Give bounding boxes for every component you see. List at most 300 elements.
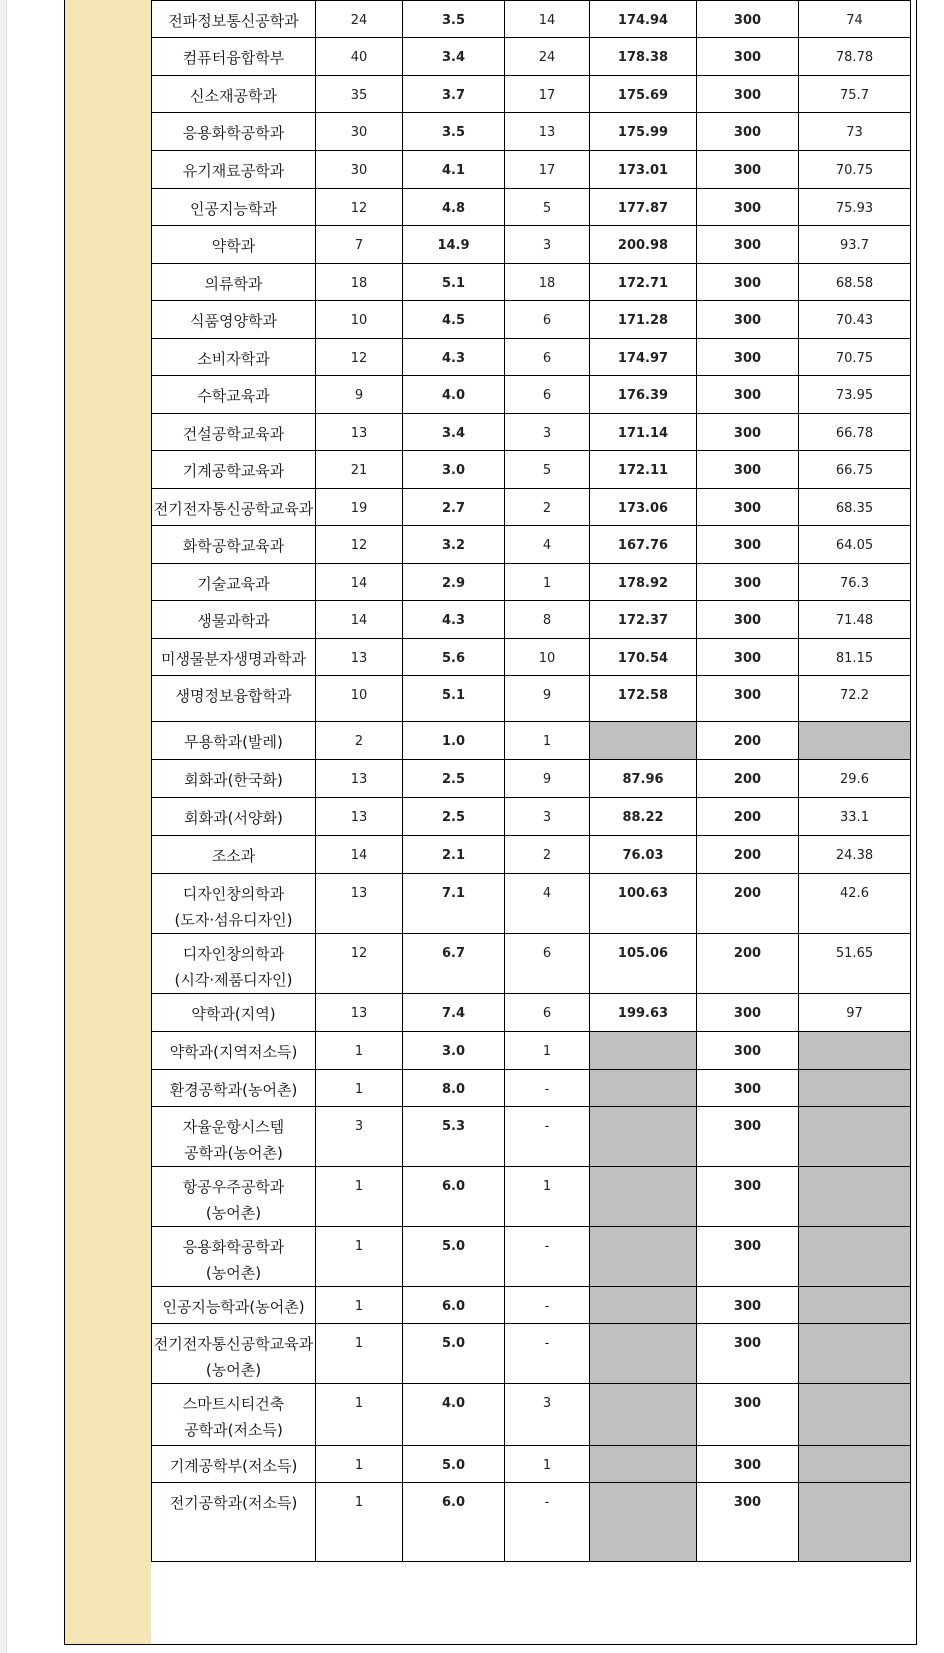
table-row: [152, 451, 911, 489]
competition-ratio-cell: 5.3: [403, 1107, 505, 1167]
department-name-line: 조소과: [211, 847, 256, 865]
department-name-line: 건설공학교육과: [182, 425, 285, 443]
department-name-line: 미생물분자생명과학과: [161, 650, 306, 668]
table-row: [152, 1287, 911, 1324]
score-cell: [590, 1227, 697, 1287]
department-name: [152, 301, 316, 339]
quota-cell: 3: [316, 1107, 403, 1167]
score-cell: [590, 1324, 697, 1384]
department-name-line: 응용화학공학과: [182, 124, 285, 142]
max-score-cell: 300: [697, 1227, 799, 1287]
department-name-line: 스마트시티건축: [182, 1395, 285, 1413]
max-score-cell: 300: [697, 301, 799, 339]
max-score-cell: 300: [697, 526, 799, 564]
department-name-line: 소비자학과: [197, 350, 270, 368]
department-name: [152, 1287, 316, 1324]
additional-pass-cell: -: [505, 1107, 590, 1167]
score-cell: 177.87: [590, 189, 697, 226]
table-row: [152, 301, 911, 339]
converted-score-cell: 68.35: [799, 489, 911, 526]
max-score-cell: 300: [697, 414, 799, 451]
department-name: [152, 1446, 316, 1483]
department-name: [152, 874, 316, 934]
department-name: [152, 1483, 316, 1562]
score-cell: 88.22: [590, 798, 697, 836]
additional-pass-cell: 6: [505, 376, 590, 414]
table-row: [152, 226, 911, 264]
quota-cell: 14: [316, 564, 403, 601]
table-row: [152, 934, 911, 994]
competition-ratio-cell: 2.5: [403, 798, 505, 836]
quota-cell: 12: [316, 934, 403, 994]
department-name: [152, 451, 316, 489]
max-score-cell: 300: [697, 226, 799, 264]
additional-pass-cell: 3: [505, 798, 590, 836]
department-name: [152, 798, 316, 836]
competition-ratio-cell: 6.0: [403, 1483, 505, 1562]
department-name-line: (농어촌): [205, 1204, 262, 1222]
table-row: [152, 1446, 911, 1483]
converted-score-cell: 73.95: [799, 376, 911, 414]
department-name-line: 생명정보융합학과: [175, 687, 292, 705]
competition-ratio-cell: 2.5: [403, 760, 505, 798]
quota-cell: 1: [316, 1287, 403, 1324]
department-name: [152, 1324, 316, 1384]
score-cell: 200.98: [590, 226, 697, 264]
department-name: [152, 639, 316, 676]
quota-cell: 1: [316, 1167, 403, 1227]
table-row: [152, 601, 911, 639]
department-name: [152, 676, 316, 722]
converted-score-cell: 81.15: [799, 639, 911, 676]
table-row: [152, 1167, 911, 1227]
department-name-line: 공학과(저소득): [184, 1421, 283, 1439]
score-cell: 172.71: [590, 264, 697, 301]
score-cell: 105.06: [590, 934, 697, 994]
additional-pass-cell: 6: [505, 339, 590, 376]
department-name: [152, 339, 316, 376]
converted-score-cell: 29.6: [799, 760, 911, 798]
quota-cell: 1: [316, 1227, 403, 1287]
converted-score-cell: [799, 1227, 911, 1287]
competition-ratio-cell: 3.2: [403, 526, 505, 564]
score-cell: [590, 1107, 697, 1167]
department-name: [152, 1, 316, 38]
converted-score-cell: 71.48: [799, 601, 911, 639]
competition-ratio-cell: 4.5: [403, 301, 505, 339]
competition-ratio-cell: 5.0: [403, 1324, 505, 1384]
table-row: [152, 1384, 911, 1446]
quota-cell: 14: [316, 836, 403, 874]
converted-score-cell: 75.7: [799, 76, 911, 113]
additional-pass-cell: 3: [505, 1384, 590, 1446]
additional-pass-cell: 6: [505, 934, 590, 994]
max-score-cell: 300: [697, 639, 799, 676]
converted-score-cell: 66.78: [799, 414, 911, 451]
table-row: [152, 1483, 911, 1562]
competition-ratio-cell: 6.7: [403, 934, 505, 994]
competition-ratio-cell: 7.4: [403, 994, 505, 1032]
additional-pass-cell: 14: [505, 1, 590, 38]
quota-cell: 24: [316, 1, 403, 38]
department-name-line: 전기공학과(저소득): [169, 1494, 298, 1512]
quota-cell: 18: [316, 264, 403, 301]
department-name-line: 기술교육과: [197, 575, 270, 593]
max-score-cell: 300: [697, 1446, 799, 1483]
table-row: [152, 836, 911, 874]
converted-score-cell: [799, 1446, 911, 1483]
department-name-line: (농어촌): [205, 1264, 262, 1282]
converted-score-cell: 93.7: [799, 226, 911, 264]
department-name-line: (도자·섬유디자인): [174, 911, 293, 929]
department-name-line: 항공우주공학과: [182, 1178, 285, 1196]
quota-cell: 1: [316, 1446, 403, 1483]
quota-cell: 13: [316, 994, 403, 1032]
department-name: [152, 1070, 316, 1107]
additional-pass-cell: 18: [505, 264, 590, 301]
max-score-cell: 300: [697, 1, 799, 38]
score-cell: [590, 1384, 697, 1446]
score-cell: 170.54: [590, 639, 697, 676]
score-cell: 199.63: [590, 994, 697, 1032]
competition-ratio-cell: 2.7: [403, 489, 505, 526]
department-name-line: 디자인창의학과: [182, 885, 285, 903]
department-name-line: 약학과(지역저소득): [169, 1043, 298, 1061]
max-score-cell: 300: [697, 76, 799, 113]
scrollbar[interactable]: [0, 0, 7, 1653]
converted-score-cell: [799, 1070, 911, 1107]
department-name: [152, 760, 316, 798]
department-name: [152, 1107, 316, 1167]
converted-score-cell: [799, 722, 911, 760]
department-name-line: 화학공학교육과: [182, 537, 285, 555]
additional-pass-cell: 10: [505, 639, 590, 676]
additional-pass-cell: 8: [505, 601, 590, 639]
additional-pass-cell: 3: [505, 414, 590, 451]
table-row: [152, 1107, 911, 1167]
department-name: [152, 564, 316, 601]
quota-cell: 1: [316, 1070, 403, 1107]
competition-ratio-cell: 3.4: [403, 414, 505, 451]
quota-cell: 21: [316, 451, 403, 489]
department-name: [152, 226, 316, 264]
department-name: [152, 1227, 316, 1287]
converted-score-cell: 70.75: [799, 339, 911, 376]
department-name-line: 신소재공학과: [190, 87, 277, 105]
competition-ratio-cell: 5.6: [403, 639, 505, 676]
score-cell: 174.94: [590, 1, 697, 38]
department-name-line: 인공지능학과(농어촌): [162, 1298, 305, 1316]
quota-cell: 13: [316, 639, 403, 676]
score-cell: 172.37: [590, 601, 697, 639]
score-cell: 173.01: [590, 151, 697, 189]
score-cell: 178.92: [590, 564, 697, 601]
quota-cell: 12: [316, 189, 403, 226]
additional-pass-cell: 4: [505, 526, 590, 564]
converted-score-cell: 64.05: [799, 526, 911, 564]
max-score-cell: 300: [697, 1107, 799, 1167]
max-score-cell: 200: [697, 722, 799, 760]
max-score-cell: 200: [697, 934, 799, 994]
additional-pass-cell: 1: [505, 722, 590, 760]
department-name: [152, 264, 316, 301]
competition-ratio-cell: 3.5: [403, 1, 505, 38]
converted-score-cell: [799, 1167, 911, 1227]
department-name-line: 응용화학공학과: [182, 1238, 285, 1256]
department-name-line: 기계공학부(저소득): [169, 1457, 298, 1475]
competition-ratio-cell: 6.0: [403, 1167, 505, 1227]
converted-score-cell: 42.6: [799, 874, 911, 934]
additional-pass-cell: 4: [505, 874, 590, 934]
competition-ratio-cell: 2.1: [403, 836, 505, 874]
additional-pass-cell: -: [505, 1070, 590, 1107]
quota-cell: 9: [316, 376, 403, 414]
additional-pass-cell: 6: [505, 994, 590, 1032]
department-name-line: 인공지능학과: [190, 200, 277, 218]
department-name-line: 기계공학교육과: [182, 462, 285, 480]
score-cell: 178.38: [590, 38, 697, 76]
competition-ratio-cell: 2.9: [403, 564, 505, 601]
converted-score-cell: 24.38: [799, 836, 911, 874]
department-name-line: 의류학과: [204, 275, 263, 293]
quota-cell: 1: [316, 1324, 403, 1384]
quota-cell: 12: [316, 526, 403, 564]
score-cell: 76.03: [590, 836, 697, 874]
max-score-cell: 300: [697, 1032, 799, 1070]
max-score-cell: 300: [697, 189, 799, 226]
score-cell: 172.58: [590, 676, 697, 722]
quota-cell: 12: [316, 339, 403, 376]
table-row: [152, 639, 911, 676]
competition-ratio-cell: 3.5: [403, 113, 505, 151]
max-score-cell: 300: [697, 151, 799, 189]
table-row: [152, 1, 911, 38]
max-score-cell: 300: [697, 1167, 799, 1227]
competition-ratio-cell: 5.0: [403, 1227, 505, 1287]
score-cell: 175.99: [590, 113, 697, 151]
converted-score-cell: 73: [799, 113, 911, 151]
score-cell: 171.28: [590, 301, 697, 339]
competition-ratio-cell: 3.0: [403, 451, 505, 489]
department-name-line: 컴퓨터융합학부: [182, 49, 285, 67]
table-row: [152, 874, 911, 934]
score-cell: [590, 1287, 697, 1324]
table-row: [152, 376, 911, 414]
table-row: [152, 151, 911, 189]
competition-ratio-cell: 4.1: [403, 151, 505, 189]
table-row: [152, 113, 911, 151]
department-name: [152, 38, 316, 76]
department-name: [152, 113, 316, 151]
competition-ratio-cell: 7.1: [403, 874, 505, 934]
department-name-line: 자율운항시스템: [182, 1118, 285, 1136]
max-score-cell: 300: [697, 339, 799, 376]
converted-score-cell: [799, 1032, 911, 1070]
additional-pass-cell: 9: [505, 676, 590, 722]
additional-pass-cell: -: [505, 1287, 590, 1324]
score-cell: 167.76: [590, 526, 697, 564]
table-row: [152, 489, 911, 526]
max-score-cell: 300: [697, 994, 799, 1032]
table-row: [152, 564, 911, 601]
score-cell: [590, 1167, 697, 1227]
max-score-cell: 300: [697, 1070, 799, 1107]
competition-ratio-cell: 4.0: [403, 1384, 505, 1446]
department-name-line: 유기재료공학과: [182, 162, 285, 180]
additional-pass-cell: 24: [505, 38, 590, 76]
competition-ratio-cell: 5.1: [403, 676, 505, 722]
department-name-line: 무용학과(발레): [184, 733, 283, 751]
converted-score-cell: [799, 1483, 911, 1562]
department-name: [152, 76, 316, 113]
converted-score-cell: 78.78: [799, 38, 911, 76]
quota-cell: 35: [316, 76, 403, 113]
competition-ratio-cell: 14.9: [403, 226, 505, 264]
table-row: [152, 76, 911, 113]
department-name: [152, 934, 316, 994]
department-name: [152, 1167, 316, 1227]
additional-pass-cell: 1: [505, 564, 590, 601]
score-cell: [590, 1446, 697, 1483]
department-name: [152, 151, 316, 189]
additional-pass-cell: 9: [505, 760, 590, 798]
table-row: [152, 38, 911, 76]
score-cell: [590, 1070, 697, 1107]
department-name: [152, 189, 316, 226]
converted-score-cell: [799, 1287, 911, 1324]
department-name-line: 디자인창의학과: [182, 945, 285, 963]
competition-ratio-cell: 4.3: [403, 601, 505, 639]
max-score-cell: 200: [697, 874, 799, 934]
converted-score-cell: [799, 1384, 911, 1446]
quota-cell: 1: [316, 1483, 403, 1562]
converted-score-cell: [799, 1324, 911, 1384]
table-row: [152, 994, 911, 1032]
score-cell: 174.97: [590, 339, 697, 376]
department-name: [152, 601, 316, 639]
quota-cell: 19: [316, 489, 403, 526]
converted-score-cell: 51.65: [799, 934, 911, 994]
max-score-cell: 300: [697, 264, 799, 301]
quota-cell: 13: [316, 760, 403, 798]
max-score-cell: 200: [697, 760, 799, 798]
score-cell: [590, 1032, 697, 1070]
department-name: [152, 994, 316, 1032]
converted-score-cell: 66.75: [799, 451, 911, 489]
competition-ratio-cell: 3.4: [403, 38, 505, 76]
department-name-line: (시각·제품디자인): [174, 971, 293, 989]
competition-ratio-cell: 5.1: [403, 264, 505, 301]
converted-score-cell: 70.75: [799, 151, 911, 189]
additional-pass-cell: 2: [505, 836, 590, 874]
quota-cell: 1: [316, 1384, 403, 1446]
additional-pass-cell: -: [505, 1324, 590, 1384]
converted-score-cell: 68.58: [799, 264, 911, 301]
department-name: [152, 836, 316, 874]
max-score-cell: 300: [697, 38, 799, 76]
score-cell: 100.63: [590, 874, 697, 934]
max-score-cell: 300: [697, 1287, 799, 1324]
converted-score-cell: 75.93: [799, 189, 911, 226]
table-row: [152, 1032, 911, 1070]
max-score-cell: 300: [697, 676, 799, 722]
max-score-cell: 300: [697, 601, 799, 639]
table-row: [152, 1227, 911, 1287]
score-cell: 87.96: [590, 760, 697, 798]
score-cell: 171.14: [590, 414, 697, 451]
table-row: [152, 264, 911, 301]
additional-pass-cell: 3: [505, 226, 590, 264]
table-row: [152, 722, 911, 760]
quota-cell: 14: [316, 601, 403, 639]
score-cell: [590, 722, 697, 760]
additional-pass-cell: 1: [505, 1446, 590, 1483]
competition-ratio-cell: 4.8: [403, 189, 505, 226]
max-score-cell: 300: [697, 564, 799, 601]
department-name-line: 약학과: [211, 237, 256, 255]
additional-pass-cell: 17: [505, 151, 590, 189]
category-column: [65, 0, 151, 1644]
department-name-line: 식품영양학과: [190, 312, 277, 330]
max-score-cell: 300: [697, 1483, 799, 1562]
quota-cell: 13: [316, 798, 403, 836]
competition-ratio-cell: 4.0: [403, 376, 505, 414]
score-cell: [590, 1483, 697, 1562]
additional-pass-cell: 5: [505, 451, 590, 489]
competition-ratio-cell: 3.7: [403, 76, 505, 113]
converted-score-cell: 76.3: [799, 564, 911, 601]
max-score-cell: 300: [697, 376, 799, 414]
max-score-cell: 300: [697, 489, 799, 526]
quota-cell: 1: [316, 1032, 403, 1070]
table-row: [152, 526, 911, 564]
department-name-line: 회화과(서양화): [184, 809, 283, 827]
score-cell: 172.11: [590, 451, 697, 489]
quota-cell: 2: [316, 722, 403, 760]
competition-ratio-cell: 8.0: [403, 1070, 505, 1107]
quota-cell: 10: [316, 301, 403, 339]
quota-cell: 7: [316, 226, 403, 264]
max-score-cell: 200: [697, 836, 799, 874]
department-name: [152, 376, 316, 414]
additional-pass-cell: 5: [505, 189, 590, 226]
department-name-line: (농어촌): [205, 1361, 262, 1379]
table-row: [152, 676, 911, 722]
table-row: [152, 760, 911, 798]
quota-cell: 40: [316, 38, 403, 76]
department-name: [152, 489, 316, 526]
additional-pass-cell: -: [505, 1483, 590, 1562]
department-name-line: 전기전자통신공학교육과: [153, 500, 314, 518]
competition-ratio-cell: 4.3: [403, 339, 505, 376]
department-name-line: 공학과(농어촌): [184, 1144, 283, 1162]
department-name: [152, 1384, 316, 1446]
department-name-line: 환경공학과(농어촌): [169, 1081, 298, 1099]
score-cell: 176.39: [590, 376, 697, 414]
table-row: [152, 189, 911, 226]
competition-ratio-cell: 5.0: [403, 1446, 505, 1483]
department-name: [152, 722, 316, 760]
converted-score-cell: 97: [799, 994, 911, 1032]
table-row: [152, 1070, 911, 1107]
additional-pass-cell: 17: [505, 76, 590, 113]
converted-score-cell: 74: [799, 1, 911, 38]
department-name-line: 약학과(지역): [191, 1005, 276, 1023]
department-name-line: 전파정보통신공학과: [168, 12, 299, 30]
department-name-line: 수학교육과: [197, 387, 270, 405]
table-row: [152, 1324, 911, 1384]
converted-score-cell: 33.1: [799, 798, 911, 836]
